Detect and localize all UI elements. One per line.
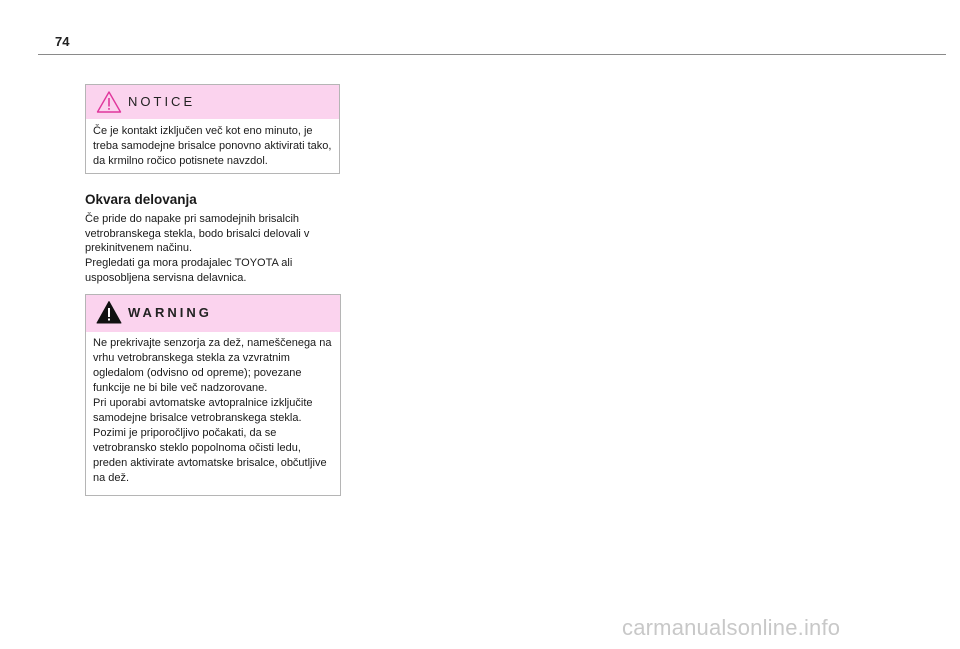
warning-triangle-outline-icon — [96, 90, 122, 114]
section-title: Okvara delovanja — [85, 192, 197, 207]
warning-paragraph: Pri uporabi avtomatske avtopralnice izključite samodejne brisalce vetrobranskega stekla. — [93, 397, 313, 424]
notice-text: Če je kontakt izključen več kot eno minuto, je treba samodejne brisalce ponovno aktivirati tako, da krmilno ročico potisnete navzdol. — [93, 125, 332, 167]
section-body — [85, 212, 347, 286]
warning-paragraph: Ne prekrivajte senzorja za dež, nameščenega na vrhu vetrobranskega stekla za vzvratnim ogledalom (odvisno od opreme); povezane funkcije ne bi bile več nadzorovane. — [93, 337, 332, 394]
notice-label: NOTICE — [128, 94, 196, 109]
notice-box — [85, 84, 340, 174]
section-paragraph: Če pride do napake pri samodejnih brisalcih vetrobranskega stekla, bodo brisalci delovali v prekinitvenem načinu. — [85, 213, 310, 255]
section-paragraph: Pregledati ga mora prodajalec TOYOTA ali usposobljena servisna delavnica. — [85, 257, 293, 284]
header-divider — [38, 54, 946, 55]
warning-label: WARNING — [128, 305, 212, 320]
warning-box — [85, 294, 341, 496]
warning-paragraph: Pozimi je priporočljivo počakati, da se vetrobransko steklo popolnoma očisti ledu, preden aktivirate avtomatske brisalce, občutljive na dež. — [93, 427, 327, 484]
notice-header — [86, 85, 339, 119]
watermark: carmanualsonline.info — [622, 615, 841, 640]
warning-text — [86, 332, 340, 486]
warning-triangle-filled-icon — [96, 300, 122, 325]
page-number: 74 — [55, 34, 70, 49]
warning-header — [86, 295, 340, 332]
